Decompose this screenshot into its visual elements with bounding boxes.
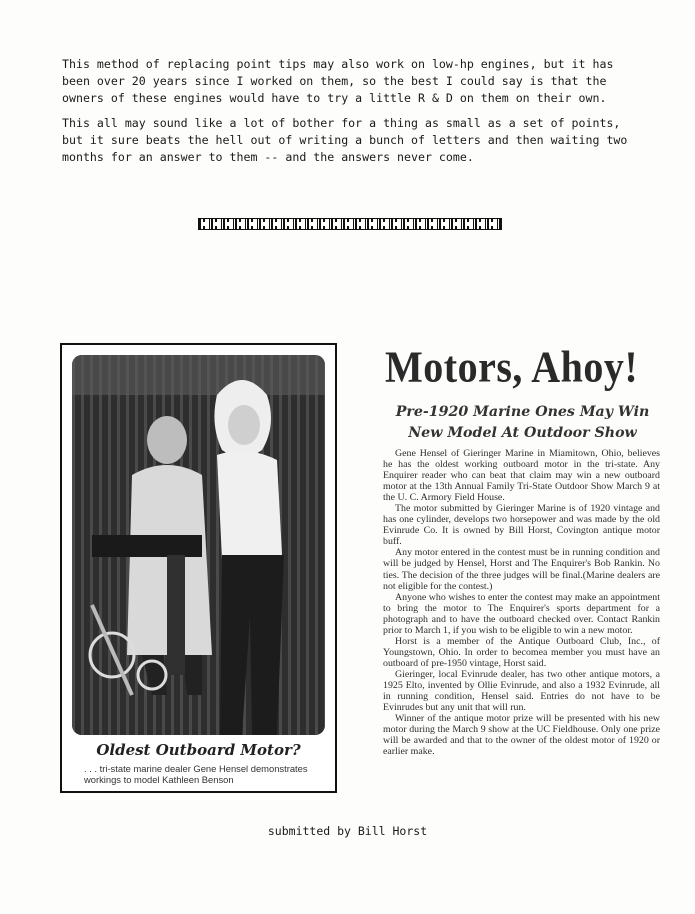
article-paragraph: The motor submitted by Gieringer Marine is of 1920 vintage and has one cylinder, develops two horsepower and was made by the old Evinrude Co. It is owned by Bill Horst, Covington antique motor buff. [383, 503, 660, 548]
article-headline: Motors, Ahoy! [385, 341, 639, 392]
photo-illustration [72, 355, 325, 735]
article-paragraph: Anyone who wishes to enter the contest may make an appointment to bring the motor to The Enquirer's sports department for a photograph and to have the outboard checked over. Contact Rankin prior to March 1, if you wish to be eligible to win a new motor. [383, 591, 660, 636]
photo-caption-text: . . . tri-state marine dealer Gene Hensel demonstrates workings to model Kathleen Benson [84, 763, 308, 785]
article-paragraph: Any motor entered in the contest must be in running condition and will be judged by Hensel, Horst and The Enquirer's Bob Rankin. No ties. The decision of the three judges will be final.(Marine dealers are not eligible for the contest.) [383, 547, 660, 592]
article-paragraph: Winner of the antique motor prize will be presented with his new motor during the March 9 show at the UC Fieldhouse. Only one prize will be awarded and that to the owner of the oldest motor of 1920 or earlier make. [383, 713, 660, 758]
article-subhead: Pre-1920 Marine Ones May Win New Model At Outdoor Show [395, 404, 650, 441]
article-body [383, 448, 660, 757]
article-paragraph: Gene Hensel of Gieringer Marine in Miamitown, Ohio, believes he has the oldest working outboard motor in the tri-state. Any Enquirer reader who can beat that claim may win a new outboard motor at the 13th Annual Family Tri-State Outdoor Show March 9 at the U. C. Armory Field House. [383, 448, 660, 504]
article-paragraph: Horst is a member of the Antique Outboard Club, Inc., of Youngstown, Ohio. In order to becomea member you must have an outboard of pre-1950 vintage, Horst said. [383, 635, 660, 669]
article-paragraph: Gieringer, local Evinrude dealer, has two other antique motors, a 1925 Elto, invented by Ollie Evinrude, and also a 1932 Evinrude, all in running condition, Hensel said. Entries do not have to be Evinrudes but any unit that will run. [383, 668, 660, 714]
submission-credit: submitted by Bill Horst [267, 824, 428, 838]
greek-key-divider [198, 218, 502, 230]
photo-clipping [60, 343, 337, 793]
newspaper-photo [72, 355, 325, 735]
intro-text [62, 56, 642, 174]
intro-paragraph-1: This method of replacing point tips may also work on low-hp engines, but it has been over 20 years since I worked on them, so the best I could say is that the owners of these engines would have to try a little R & D on them on their own. [62, 57, 614, 105]
photo-caption-title: Oldest Outboard Motor? [96, 741, 301, 759]
intro-paragraph-2: This all may sound like a lot of bother for a thing as small as a set of points, but it sure beats the hell out of writing a bunch of letters and then waiting two months for an answer to them -- and the answers never come. [62, 116, 628, 164]
